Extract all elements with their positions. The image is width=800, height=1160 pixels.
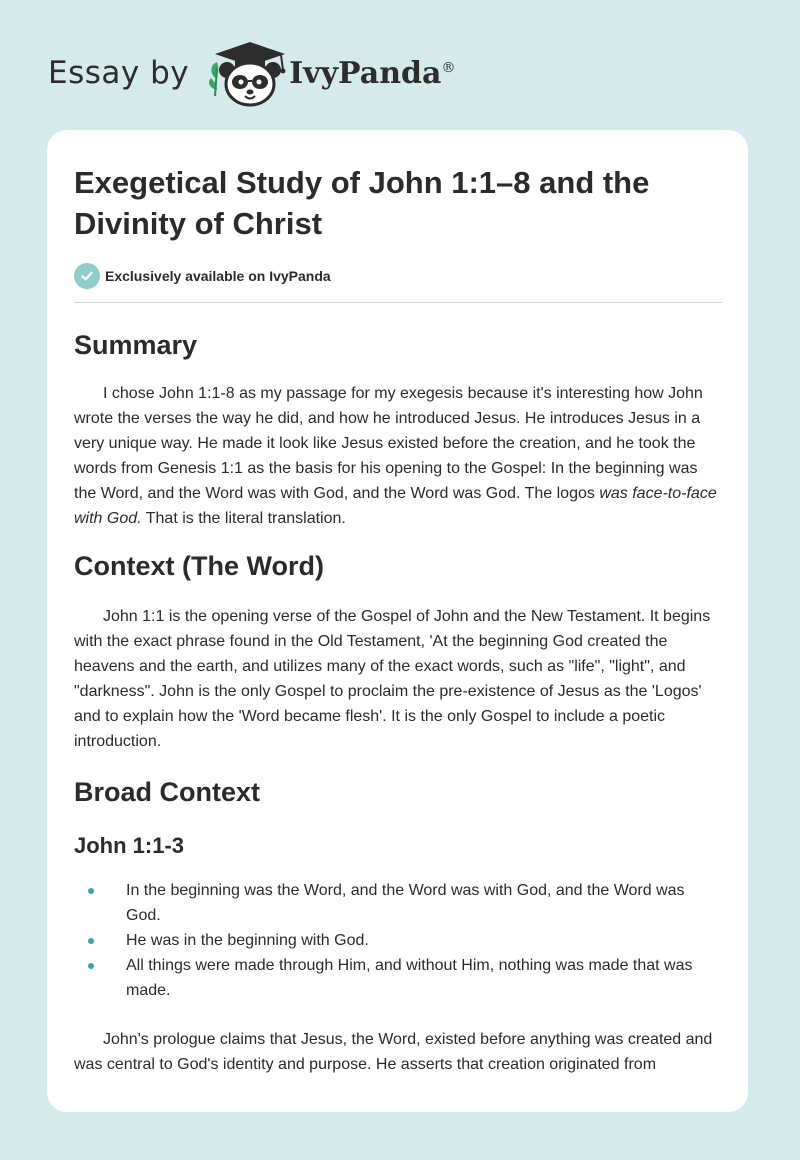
- panda-graduate-icon: [205, 38, 295, 108]
- brand-name: IvyPanda®: [289, 55, 456, 91]
- divider: [74, 302, 722, 303]
- list-item: In the beginning was the Word, and the Word was with God, and the Word was God.: [126, 878, 722, 928]
- broad-context-paragraph: John's prologue claims that Jesus, the Word, existed before anything was created and was central to God's identity and purpose. He asserts that creation originated from: [74, 1031, 713, 1073]
- section-heading-context: Context (The Word): [74, 551, 324, 581]
- essay-card: [47, 130, 748, 1112]
- list-item: All things were made through Him, and without Him, nothing was made that was made.: [126, 953, 722, 1003]
- badge-label: Exclusively available on IvyPanda: [105, 268, 331, 284]
- context-paragraph: John 1:1 is the opening verse of the Gospel of John and the New Testament. It begins with the exact phrase found in the Old Testament, 'At the beginning God created the heavens and the earth, and utilizes many of the exact words, such as "life", "light", and "darkness". John is the only Gospel to proclaim the pre-existence of Jesus as the 'Logos' and to explain how the 'Word became flesh'. It is the only Gospel to include a poetic introduction.: [74, 608, 711, 750]
- section-heading-summary: Summary: [74, 330, 198, 360]
- subheading-john-1-1-3: John 1:1-3: [74, 833, 185, 858]
- brand-header: [48, 38, 455, 108]
- exclusive-badge: [74, 263, 722, 289]
- section-heading-broad-context: Broad Context: [74, 777, 261, 807]
- verse-list: [74, 878, 722, 1003]
- page-title: Exegetical Study of John 1:1–8 and the Divinity of Christ: [74, 165, 650, 241]
- list-item: He was in the beginning with God.: [126, 928, 722, 953]
- brand-prefix: Essay by: [48, 55, 190, 91]
- summary-paragraph: I chose John 1:1-8 as my passage for my exegesis because it's interesting how John wrote the verses the way he did, and how he introduced Jesus. He introduces Jesus in a very unique way. He made it look like Jesus existed before the creation, and he took the words from Genesis 1:1 as the basis for his opening to the Gospel: In the beginning was the Word, and the Word was with God, and the Word was God. The logos was face-to-face with God. That is the literal translation.: [74, 385, 717, 527]
- check-icon: [74, 263, 100, 289]
